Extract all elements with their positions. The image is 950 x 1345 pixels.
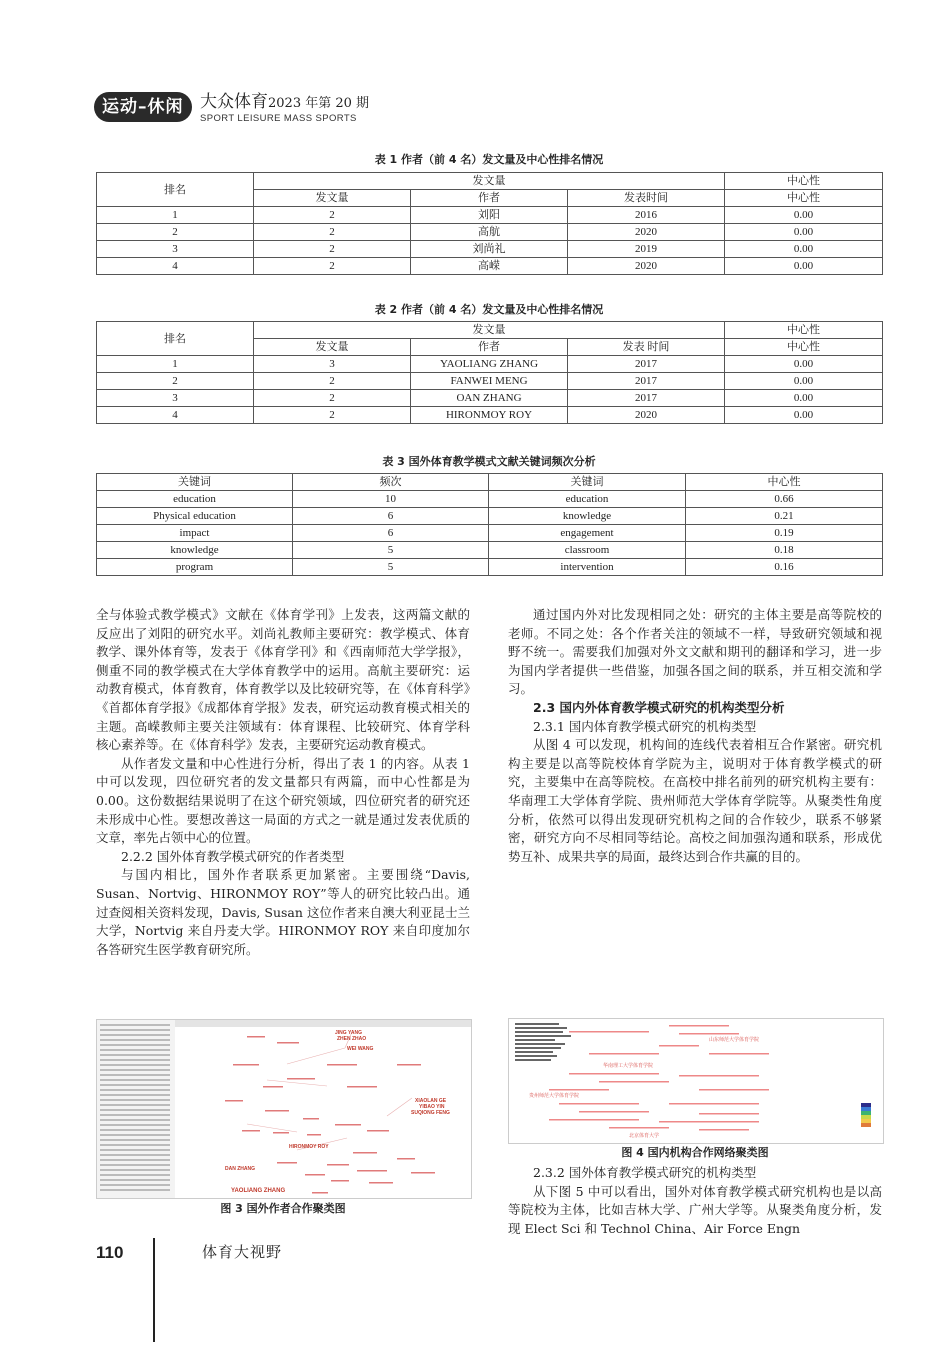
label-zhen-zhao: ZHEN ZHAO xyxy=(337,1036,367,1042)
table-row xyxy=(97,542,883,559)
cell-rank: 3 xyxy=(97,390,254,407)
paragraph: 与国内相比，国外作者联系更加紧密。主要围绕“Davis, Susan、Nortvig、HIRONMOY ROY”等人的研究比较凸出。通过查阅相关资料发现，Davis, Susan 这位作者来自澳大利亚昆士兰大学，Nortvig 来自丹麦大学。HIRONMOY ROY 来自印度加尔各答研究生医学教育研究所。 xyxy=(96,867,470,957)
cell-frequency: 10 xyxy=(293,491,489,508)
table1-header-author: 作者 xyxy=(411,190,568,207)
table2-header-centrality-sub: 中心性 xyxy=(725,339,883,356)
cell-keyword-2: education xyxy=(489,491,686,508)
cell-count: 2 xyxy=(254,224,411,241)
cell-author: YAOLIANG ZHANG xyxy=(411,356,568,373)
cell-author: 高嵘 xyxy=(411,258,568,275)
table-row xyxy=(97,241,883,258)
cell-count: 2 xyxy=(254,258,411,275)
collaboration-links xyxy=(247,1032,412,1150)
table1 xyxy=(96,172,883,275)
author-cluster-graph xyxy=(97,1020,471,1198)
cell-author: 高航 xyxy=(411,224,568,241)
cell-year: 2017 xyxy=(568,373,725,390)
table-row xyxy=(97,224,883,241)
cell-count: 2 xyxy=(254,407,411,424)
label-bsu: 北京体育大学 xyxy=(629,1133,660,1139)
cell-keyword: program xyxy=(97,559,293,576)
label-yibao-yin: YIBAO YIN xyxy=(419,1104,445,1110)
footer-journal-name: 体育大视野 xyxy=(202,1243,283,1261)
table2-header-rank: 排名 xyxy=(97,322,254,356)
paragraph: 从图 4 可以发现，机构间的连线代表着相互合作紧密。研究机构主要是以高等院校体育学院为主，说明对于体育教学模式的研究，主要集中在高等院校。在高校中排名前列的研究机构主要有：华南理工大学体育学院、贵州师范大学体育学院等。从聚类性角度分析，依然可以得出发现研究机构之间的合作较少，联系不够紧密，研究方向不尽相同等结论。高校之间加强沟通和联系，形成优势互补、成果共享的局面，最终达到合作共赢的目的。 xyxy=(508,737,882,864)
cell-keyword: education xyxy=(97,491,293,508)
table3-header-keyword-2: 关键词 xyxy=(489,474,686,491)
cell-centrality: 0.66 xyxy=(686,491,883,508)
cell-keyword: impact xyxy=(97,525,293,542)
cell-rank: 4 xyxy=(97,407,254,424)
cell-centrality: 0.19 xyxy=(686,525,883,542)
table1-header-time: 发表时间 xyxy=(568,190,725,207)
label-suqiong-feng: SUQIONG FENG xyxy=(411,1110,450,1116)
viewer-toolbar xyxy=(175,1020,471,1027)
cell-author: OAN ZHANG xyxy=(411,390,568,407)
table1-header-rank: 排名 xyxy=(97,173,254,207)
table2-caption: 表 2 作者（前 4 名）发文量及中心性排名情况 xyxy=(374,303,604,316)
table1-header-publications: 发文量 xyxy=(254,173,725,190)
label-sdnu: 山东师范大学体育学院 xyxy=(709,1037,760,1043)
table2-header-author: 作者 xyxy=(411,339,568,356)
cell-year: 2017 xyxy=(568,356,725,373)
paragraph: 全与体验式教学模式》文献在《体育学刊》上发表，这两篇文献的反应出了刘阳的研究水平。刘尚礼教师主要研究：教学模式、体育教学、课外体育等，发表于《体育学刊》和《西南师范大学学报》，侧重不同的教学模式在大学体育教学中的运用。高航主要研究：运动教育模式，体育教育，体育教学以及比较研究等，在《体育科学》《首都体育学报》《成都体育学报》发表，研究运动教育模式相关的主题。高嵘教师主要关注领域有：体育课程、比较研究、体育学科核心素养等。在《体育科学》发表，主要研究运动教育模式。 xyxy=(96,607,470,753)
table-row xyxy=(97,356,883,373)
label-gznu: 贵州师范大学体育学院 xyxy=(529,1093,580,1099)
cell-year: 2019 xyxy=(568,241,725,258)
label-xiaolan-ge: XIAOLAN GE xyxy=(415,1098,447,1104)
table3-header-frequency: 频次 xyxy=(293,474,489,491)
cell-count: 3 xyxy=(254,356,411,373)
cell-centrality: 0.00 xyxy=(725,224,883,241)
cell-author: 刘阳 xyxy=(411,207,568,224)
minor-author-nodes xyxy=(225,1036,435,1194)
label-jing-yang: JING YANG xyxy=(335,1030,362,1036)
cell-year: 2020 xyxy=(568,407,725,424)
table3-header-centrality: 中心性 xyxy=(686,474,883,491)
journal-issue: 2023 年第 20 期 xyxy=(268,96,370,111)
table-row xyxy=(97,390,883,407)
cell-centrality: 0.00 xyxy=(725,407,883,424)
cell-rank: 4 xyxy=(97,258,254,275)
cell-keyword: knowledge xyxy=(97,542,293,559)
label-scut: 华南理工大学体育学院 xyxy=(603,1063,654,1069)
paragraph: 从作者发文量和中心性进行分析，得出了表 1 的内容。从表 1 中可以发现，四位研究者的发文量都只有两篇，而中心性都是为 0.00。这份数据结果说明了在这个研究领域，四位研究者的研究还未形成中心性。要想改善这一局面的方式之一就是通过发表优质的文章，率先占领中心的位置。 xyxy=(96,755,470,846)
table-row xyxy=(97,258,883,275)
institution-network-graph xyxy=(509,1019,883,1143)
institution-labels xyxy=(529,1036,759,1139)
paragraph: 从下图 5 中可以看出，国外对体育教学模式研究机构也是以高等院校为主体，比如吉林大学、广州大学等。从聚类角度分析，发现 Elect Sci 和 Technol China、Air Force Engn xyxy=(508,1183,882,1236)
cell-centrality: 0.00 xyxy=(725,390,883,407)
figure-4-caption: 图 4 国内机构合作网络聚类图 xyxy=(621,1146,769,1159)
page-header xyxy=(0,92,950,128)
cell-author: 刘尚礼 xyxy=(411,241,568,258)
table3-header-keyword: 关键词 xyxy=(97,474,293,491)
label-hironmoy-roy: HIRONMOY ROY xyxy=(289,1144,329,1150)
cell-year: 2020 xyxy=(568,224,725,241)
author-labels xyxy=(225,1030,450,1194)
figure-3-image xyxy=(96,1019,472,1199)
table-row xyxy=(97,525,883,542)
cell-rank: 3 xyxy=(97,241,254,258)
cell-keyword-2: classroom xyxy=(489,542,686,559)
table1-header-centrality: 中心性 xyxy=(725,173,883,190)
figure-3-caption: 图 3 国外作者合作聚类图 xyxy=(220,1202,346,1215)
table2-header-count: 发文量 xyxy=(254,339,411,356)
cell-centrality: 0.18 xyxy=(686,542,883,559)
table2 xyxy=(96,321,883,424)
cell-year: 2017 xyxy=(568,390,725,407)
cell-frequency: 5 xyxy=(293,559,489,576)
cell-rank: 2 xyxy=(97,224,254,241)
table-row xyxy=(97,207,883,224)
right-column xyxy=(508,606,882,866)
cell-frequency: 6 xyxy=(293,525,489,542)
cell-frequency: 6 xyxy=(293,508,489,525)
table2-header-publications: 发文量 xyxy=(254,322,725,339)
table1-caption: 表 1 作者（前 4 名）发文量及中心性排名情况 xyxy=(374,153,604,166)
cell-centrality: 0.00 xyxy=(725,373,883,390)
journal-title xyxy=(200,92,369,114)
cell-count: 2 xyxy=(254,390,411,407)
journal-name: 大众体育 xyxy=(200,92,268,112)
right-column-continued xyxy=(508,1164,882,1238)
cell-year: 2016 xyxy=(568,207,725,224)
cell-centrality: 0.16 xyxy=(686,559,883,576)
table-row xyxy=(97,407,883,424)
cell-centrality: 0.00 xyxy=(725,207,883,224)
label-dan-zhang: DAN ZHANG xyxy=(225,1166,255,1172)
figure-4-image xyxy=(508,1018,884,1144)
cell-count: 2 xyxy=(254,241,411,258)
cell-rank: 1 xyxy=(97,207,254,224)
cell-keyword-2: engagement xyxy=(489,525,686,542)
subsection-heading: 2.3.2 国外体育教学模式研究的机构类型 xyxy=(533,1165,757,1180)
section-heading: 2.2.2 国外体育教学模式研究的作者类型 xyxy=(121,848,345,864)
cell-rank: 2 xyxy=(97,373,254,390)
label-wei-wang: WEI WANG xyxy=(347,1046,374,1052)
cell-centrality: 0.00 xyxy=(725,258,883,275)
label-yaoliang-zhang: YAOLIANG ZHANG xyxy=(231,1188,286,1194)
cell-keyword: Physical education xyxy=(97,508,293,525)
left-column xyxy=(96,606,470,959)
table-row xyxy=(97,559,883,576)
cell-keyword-2: intervention xyxy=(489,559,686,576)
table2-header-centrality: 中心性 xyxy=(725,322,883,339)
journal-subtitle: SPORT LEISURE MASS SPORTS xyxy=(200,113,357,124)
cell-count: 2 xyxy=(254,207,411,224)
table2-header-time: 发表 时间 xyxy=(568,339,725,356)
table-row xyxy=(97,508,883,525)
citespace-info-block xyxy=(515,1023,571,1061)
table-row xyxy=(97,373,883,390)
cell-frequency: 5 xyxy=(293,542,489,559)
cell-centrality: 0.00 xyxy=(725,356,883,373)
table1-header-centrality-sub: 中心性 xyxy=(725,190,883,207)
cell-centrality: 0.21 xyxy=(686,508,883,525)
color-legend xyxy=(861,1103,871,1127)
table1-header-count: 发文量 xyxy=(254,190,411,207)
cell-year: 2020 xyxy=(568,258,725,275)
cell-keyword-2: knowledge xyxy=(489,508,686,525)
section-heading: 2.3 国内外体育教学模式研究的机构类型分析 xyxy=(533,699,785,715)
page-number: 110 xyxy=(96,1243,124,1262)
table3 xyxy=(96,473,883,576)
cell-author: HIRONMOY ROY xyxy=(411,407,568,424)
table3-caption: 表 3 国外体育教学模式文献关键词频次分析 xyxy=(382,455,596,468)
subsection-heading: 2.3.1 国内体育教学模式研究的机构类型 xyxy=(533,718,757,734)
cell-rank: 1 xyxy=(97,356,254,373)
cell-centrality: 0.00 xyxy=(725,241,883,258)
table-row xyxy=(97,491,883,508)
footer-divider xyxy=(153,1238,155,1342)
cell-count: 2 xyxy=(254,373,411,390)
paragraph: 通过国内外对比发现相同之处：研究的主体主要是高等院校的老师。不同之处：各个作者关注的领域不一样，导致研究领域和视野不统一。需要我们加强对外文文献和期刊的翻译和学习，进一步为国内学者提供一些借鉴，加强各国之间的联系，并互相交流和学习。 xyxy=(508,607,882,697)
cell-author: FANWEI MENG xyxy=(411,373,568,390)
section-badge: 运动–休闲 xyxy=(94,92,192,122)
